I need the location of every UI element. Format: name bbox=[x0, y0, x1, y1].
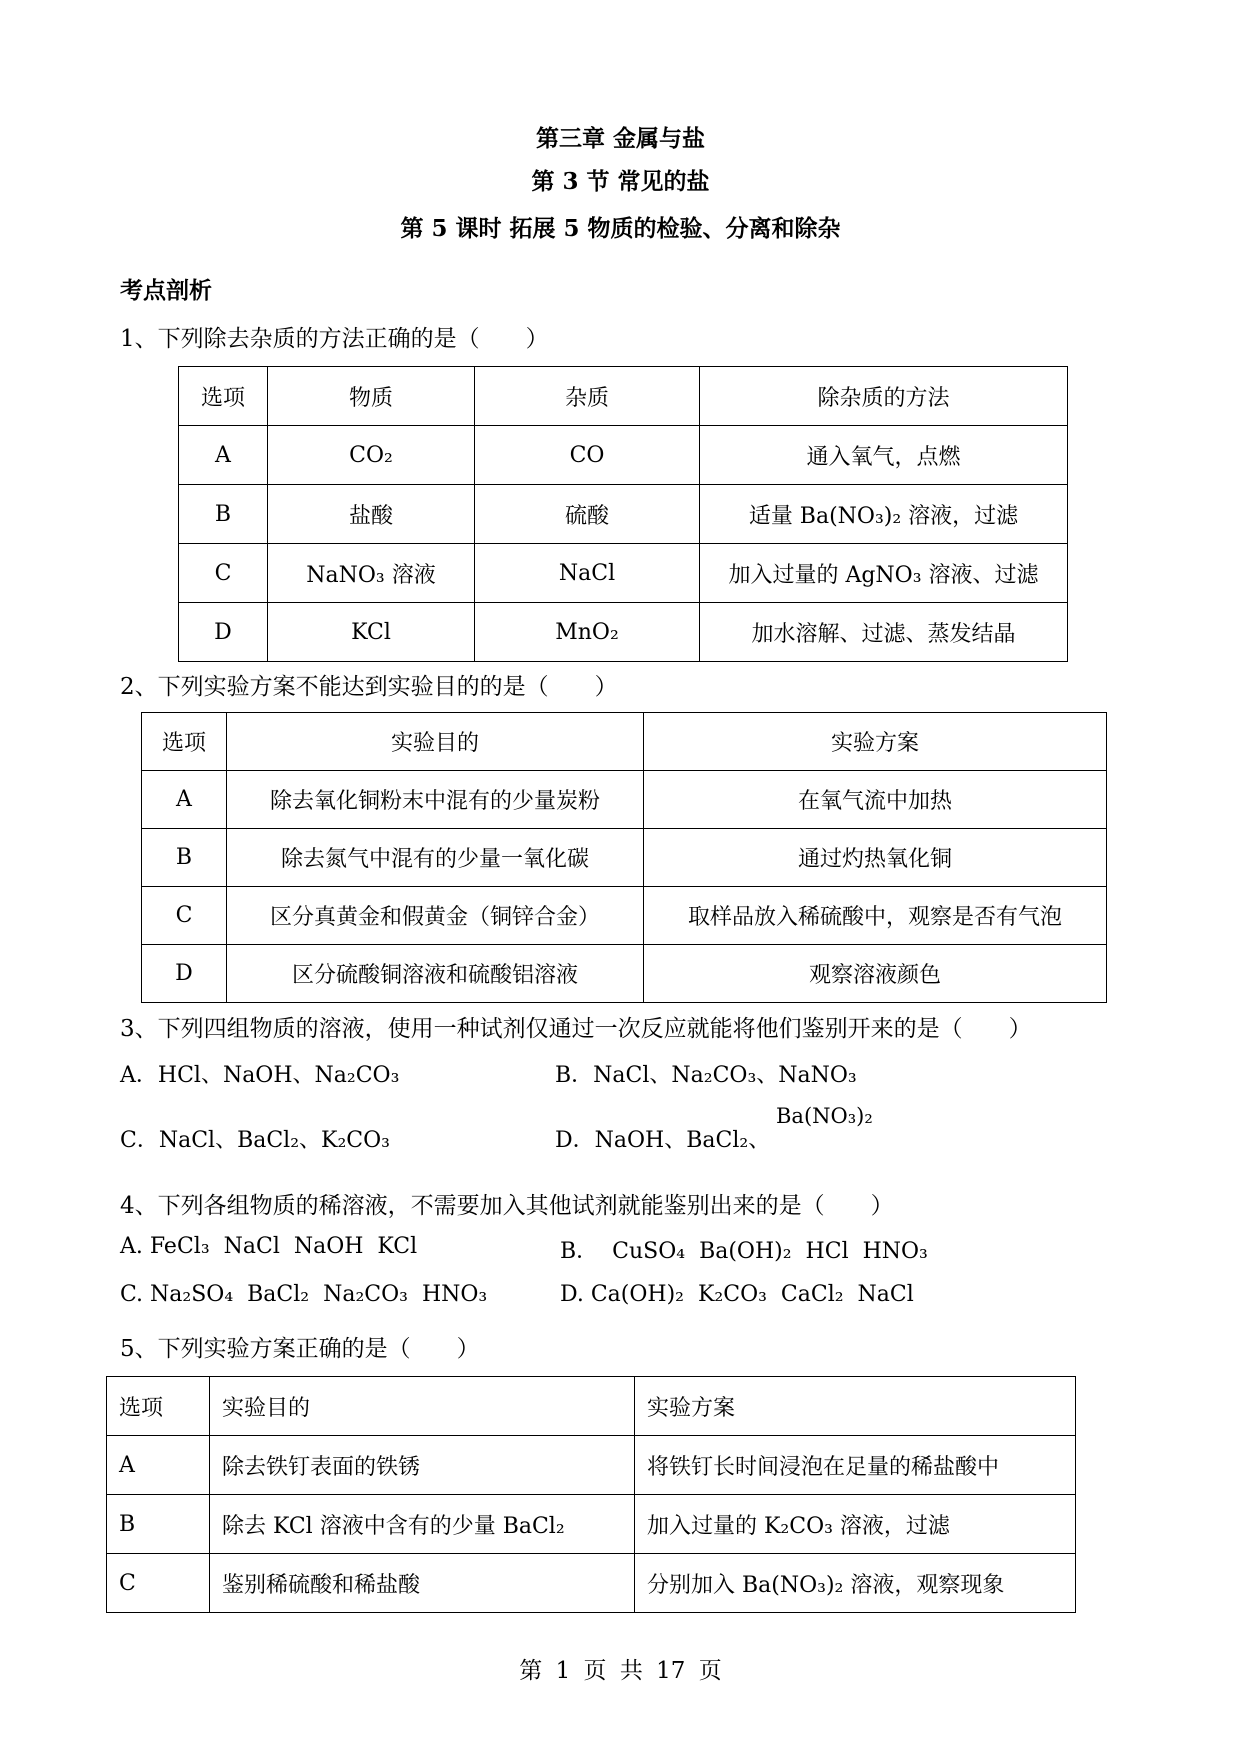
table-row bbox=[142, 945, 1107, 1003]
table-cell: C bbox=[107, 1554, 210, 1613]
table-cell: A bbox=[107, 1436, 210, 1495]
table-cell: D bbox=[142, 945, 227, 1003]
table-row bbox=[179, 485, 1068, 544]
table-header: 除杂质的方法 bbox=[700, 367, 1068, 426]
table-header: 选项 bbox=[142, 713, 227, 771]
table-cell: 鉴别稀硫酸和稀盐酸 bbox=[210, 1554, 635, 1613]
table-row bbox=[107, 1495, 1076, 1554]
table-cell: B bbox=[107, 1495, 210, 1554]
table-cell: C bbox=[142, 887, 227, 945]
table-cell: 加入过量的 AgNO₃ 溶液、过滤 bbox=[700, 544, 1068, 603]
table-header: 实验方案 bbox=[644, 713, 1107, 771]
table-row bbox=[179, 544, 1068, 603]
table-header: 选项 bbox=[179, 367, 268, 426]
table-header: 选项 bbox=[107, 1377, 210, 1436]
table-cell: 将铁钉长时间浸泡在足量的稀盐酸中 bbox=[635, 1436, 1076, 1495]
question-5-table bbox=[106, 1376, 1076, 1613]
question-3-option-c: C．NaCl、BaCl₂、K₂CO₃ bbox=[120, 1128, 390, 1153]
table-cell: CO₂ bbox=[268, 426, 475, 485]
table-header: 实验目的 bbox=[227, 713, 644, 771]
table-row bbox=[142, 771, 1107, 829]
table-cell: B bbox=[179, 485, 268, 544]
question-3-option-b: B．NaCl、Na₂CO₃、NaNO₃ bbox=[555, 1063, 857, 1088]
table-cell: 除去氮气中混有的少量一氧化碳 bbox=[227, 829, 644, 887]
table-row bbox=[179, 426, 1068, 485]
question-5-stem: 5、下列实验方案正确的是（ ） bbox=[120, 1336, 480, 1362]
table-cell: 加水溶解、过滤、蒸发结晶 bbox=[700, 603, 1068, 662]
table-cell: 区分真黄金和假黄金（铜锌合金） bbox=[227, 887, 644, 945]
table-cell: 除去氧化铜粉末中混有的少量炭粉 bbox=[227, 771, 644, 829]
question-3-option-d-formula: Ba(NO₃)₂ bbox=[776, 1104, 873, 1128]
table-cell: 通入氧气，点燃 bbox=[700, 426, 1068, 485]
question-4-option-d: D. Ca(OH)₂ K₂CO₃ CaCl₂ NaCl bbox=[560, 1282, 914, 1307]
section-title: 第 3 节 常见的盐 bbox=[531, 168, 710, 195]
table-row bbox=[142, 829, 1107, 887]
table-cell: 除去 KCl 溶液中含有的少量 BaCl₂ bbox=[210, 1495, 635, 1554]
table-header: 物质 bbox=[268, 367, 475, 426]
question-3-option-a: A．HCl、NaOH、Na₂CO₃ bbox=[120, 1063, 400, 1088]
question-3-option-d: D．NaOH、BaCl₂、 bbox=[555, 1128, 771, 1153]
table-cell: 盐酸 bbox=[268, 485, 475, 544]
table-cell: 加入过量的 K₂CO₃ 溶液，过滤 bbox=[635, 1495, 1076, 1554]
table-header: 杂质 bbox=[475, 367, 700, 426]
table-cell: 适量 Ba(NO₃)₂ 溶液，过滤 bbox=[700, 485, 1068, 544]
table-cell: C bbox=[179, 544, 268, 603]
lesson-title: 第 5 课时 拓展 5 物质的检验、分离和除杂 bbox=[400, 215, 841, 242]
table-cell: 观察溶液颜色 bbox=[644, 945, 1107, 1003]
question-3-stem: 3、下列四组物质的溶液，使用一种试剂仅通过一次反应就能将他们鉴别开来的是（ ） bbox=[120, 1016, 1032, 1042]
table-row bbox=[179, 603, 1068, 662]
table-cell: NaCl bbox=[475, 544, 700, 603]
question-2-stem: 2、下列实验方案不能达到实验目的的是（ ） bbox=[120, 674, 618, 700]
question-4-stem: 4、下列各组物质的稀溶液，不需要加入其他试剂就能鉴别出来的是（ ） bbox=[120, 1193, 894, 1219]
table-row bbox=[107, 1436, 1076, 1495]
table-cell: 硫酸 bbox=[475, 485, 700, 544]
question-4-option-a: A. FeCl₃ NaCl NaOH KCl bbox=[120, 1234, 418, 1259]
table-header: 实验方案 bbox=[635, 1377, 1076, 1436]
table-cell: A bbox=[179, 426, 268, 485]
question-1-stem: 1、下列除去杂质的方法正确的是（ ） bbox=[120, 326, 549, 352]
table-cell: 区分硫酸铜溶液和硫酸铝溶液 bbox=[227, 945, 644, 1003]
table-row bbox=[107, 1554, 1076, 1613]
page-footer: 第 1 页 共 17 页 bbox=[519, 1658, 722, 1684]
table-cell: MnO₂ bbox=[475, 603, 700, 662]
table-cell: 取样品放入稀硫酸中，观察是否有气泡 bbox=[644, 887, 1107, 945]
table-cell: A bbox=[142, 771, 227, 829]
table-cell: 除去铁钉表面的铁锈 bbox=[210, 1436, 635, 1495]
table-cell: KCl bbox=[268, 603, 475, 662]
table-cell: D bbox=[179, 603, 268, 662]
table-row bbox=[142, 887, 1107, 945]
table-cell: 通过灼热氧化铜 bbox=[644, 829, 1107, 887]
question-1-table bbox=[178, 366, 1068, 662]
chapter-title: 第三章 金属与盐 bbox=[535, 125, 705, 152]
table-cell: 分别加入 Ba(NO₃)₂ 溶液，观察现象 bbox=[635, 1554, 1076, 1613]
question-4-option-b: B． CuSO₄ Ba(OH)₂ HCl HNO₃ bbox=[560, 1239, 928, 1264]
question-4-option-c: C. Na₂SO₄ BaCl₂ Na₂CO₃ HNO₃ bbox=[120, 1282, 488, 1307]
table-cell: CO bbox=[475, 426, 700, 485]
table-cell: NaNO₃ 溶液 bbox=[268, 544, 475, 603]
table-cell: B bbox=[142, 829, 227, 887]
table-header: 实验目的 bbox=[210, 1377, 635, 1436]
section-label: 考点剖析 bbox=[120, 277, 212, 304]
question-2-table bbox=[141, 712, 1107, 1003]
table-cell: 在氧气流中加热 bbox=[644, 771, 1107, 829]
